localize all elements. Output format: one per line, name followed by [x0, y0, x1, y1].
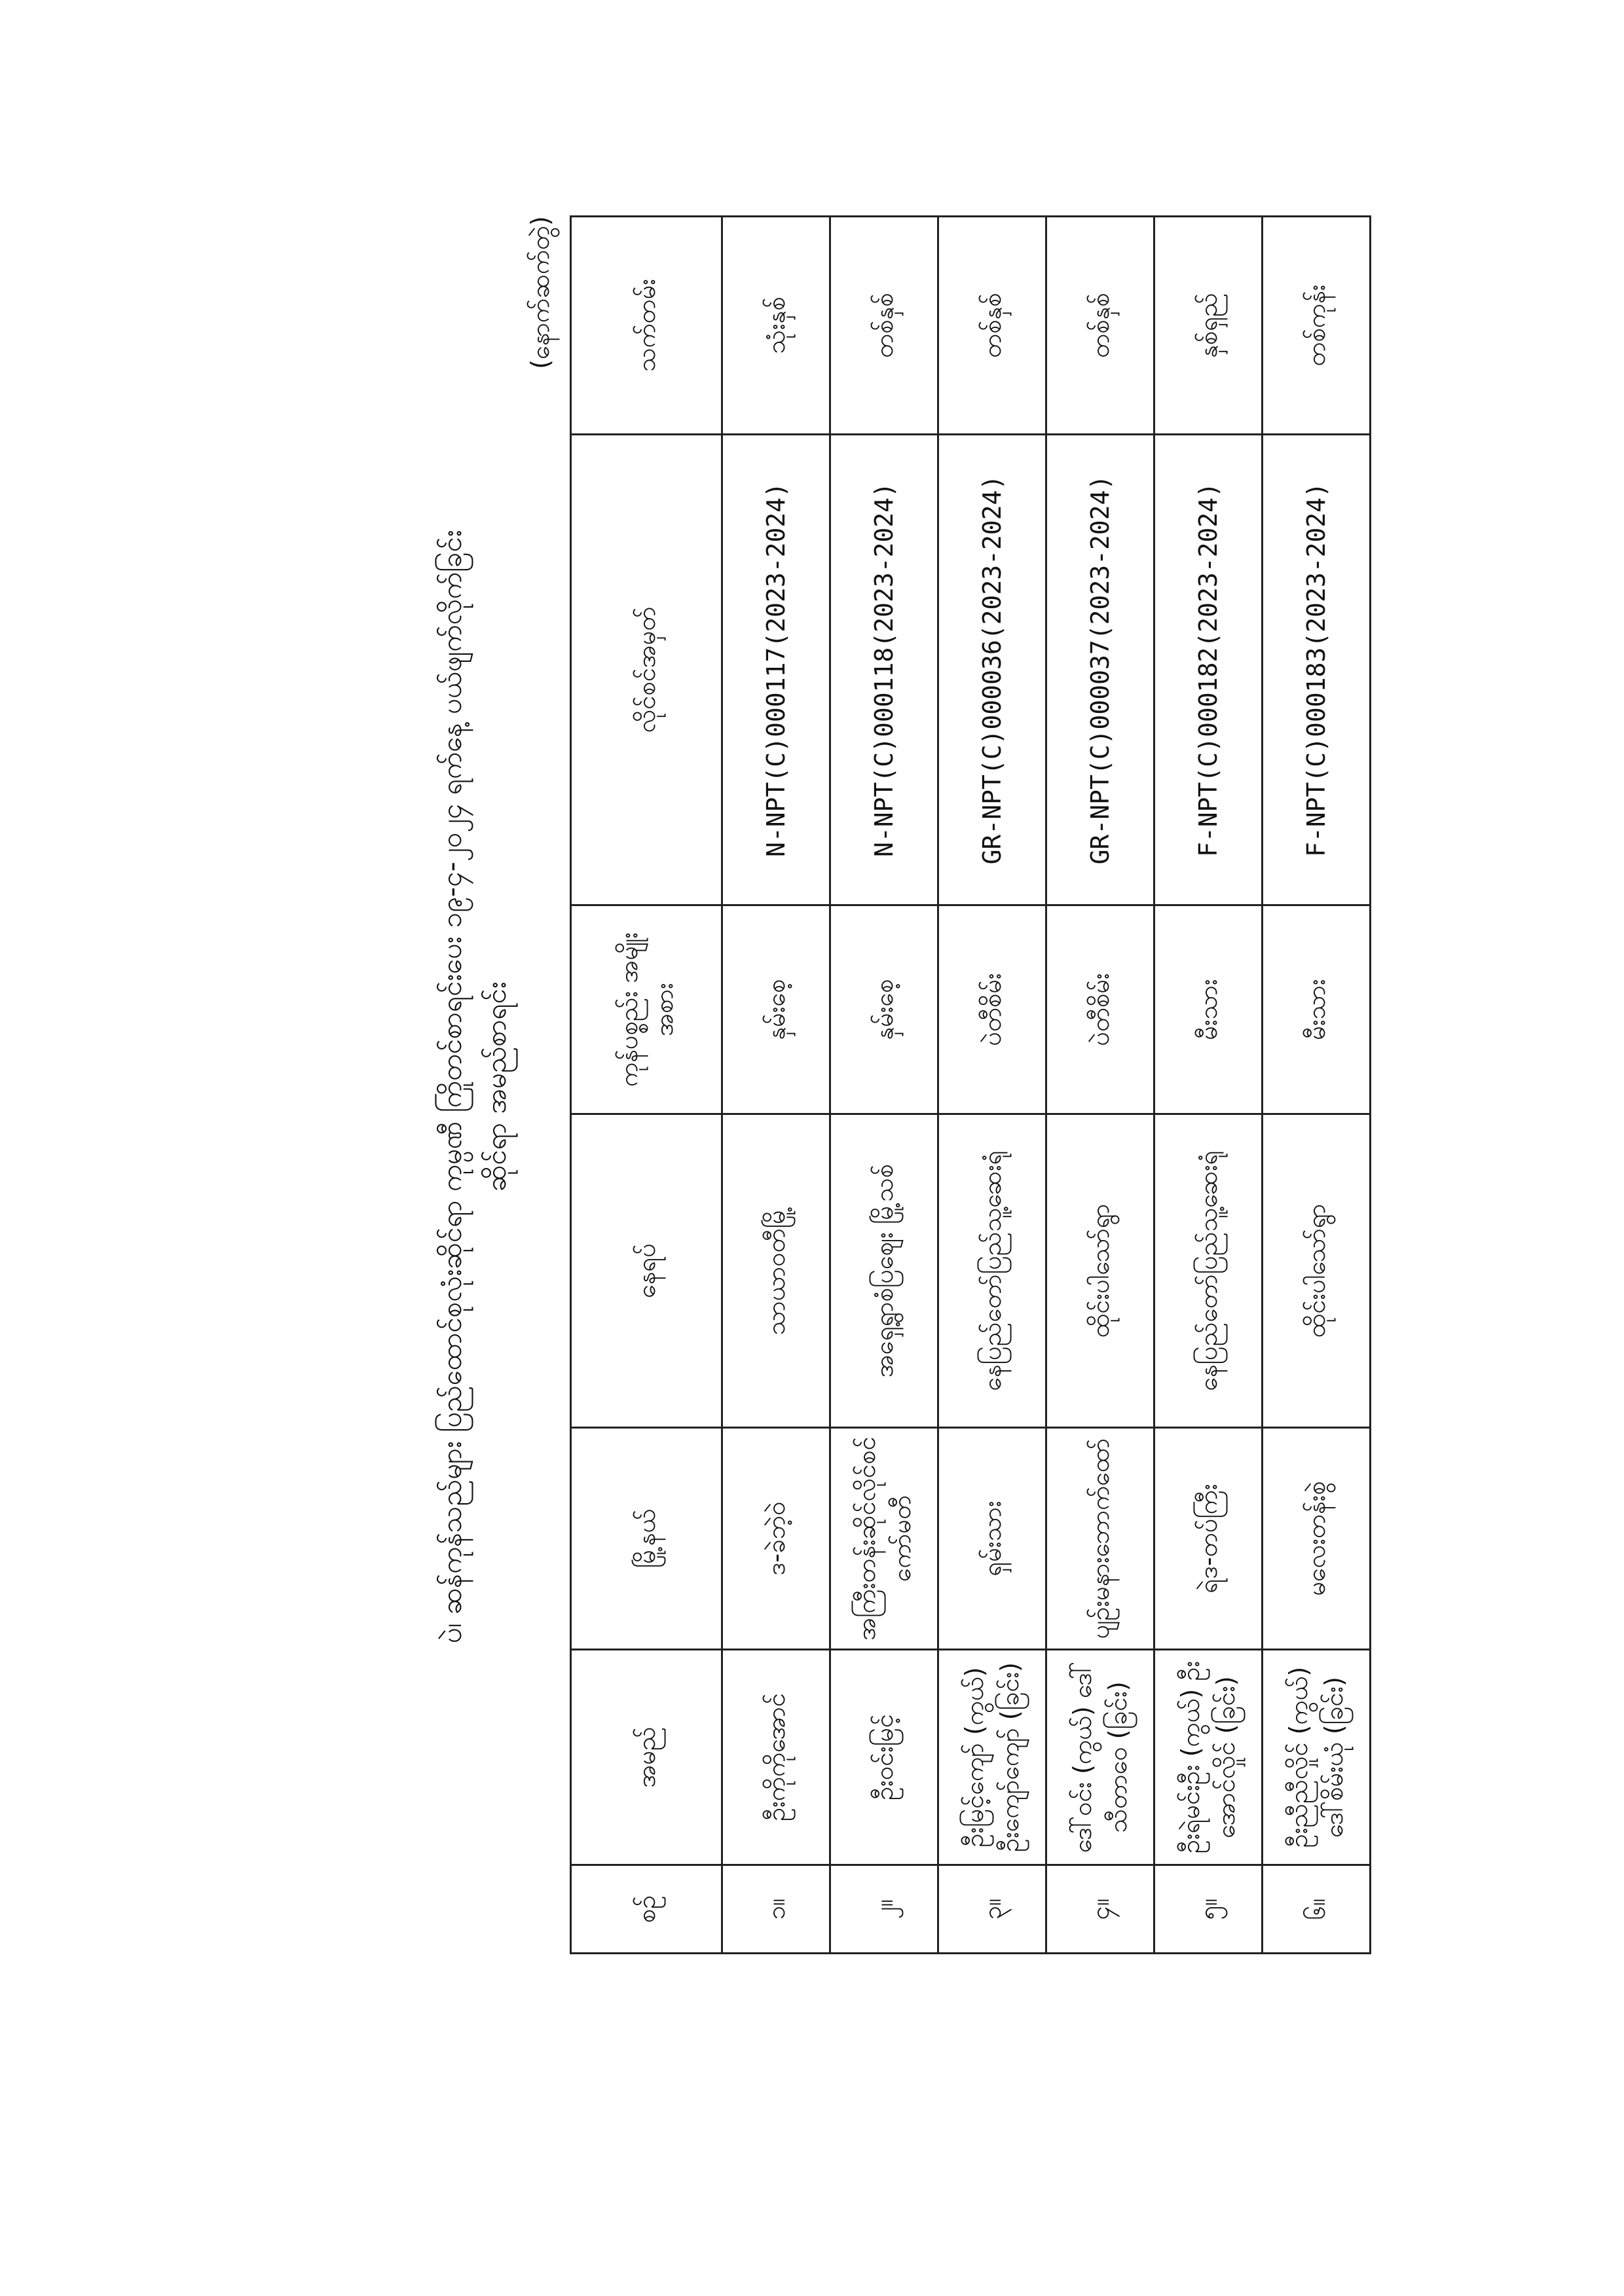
header-reg-no: လိုင်စင်အမှတ်	[571, 435, 722, 905]
cell-place: အကြီးတန်းဆိုင်လိုင်စင် ကော်မတီ	[830, 1428, 938, 1650]
cell-place: ဒ-ခဲဘဲ့ဝဲ	[722, 1428, 830, 1650]
table-row	[722, 217, 830, 1954]
cell-no: ၂။	[830, 1865, 938, 1954]
cell-place: ရှမ်းသား	[938, 1428, 1046, 1650]
cell-address: အရှေ့ရွာစံပြဈေး မြို့သစ်	[830, 1114, 938, 1428]
cell-type: နှမ်းစေ့	[722, 905, 830, 1114]
document-subtitle: ဆိုင်ရာ အမည်စာရင်း	[480, 981, 512, 1192]
cell-period: တစ်နှစ်	[938, 217, 1046, 435]
cell-place: ရဲဒ-တပ်ကြီး	[1154, 1428, 1263, 1650]
table-row	[938, 217, 1046, 1954]
cell-type: ပဲတီစိမ်း	[938, 905, 1046, 1114]
cell-reg-no: GR-NPT(C)000037(2023-2024)	[1046, 435, 1154, 905]
rotated-page-content	[426, 151, 1473, 2023]
cell-no: ၄။	[1046, 1865, 1154, 1954]
cell-name: ဦးဝင်းမြင့်	[830, 1650, 938, 1865]
annex-note: (နောက်ဆက်တွဲ)	[526, 216, 555, 369]
cell-period: တစ်နှစ်	[1046, 217, 1154, 435]
cell-name: ဒေါ်ဝင်း (ကွယ်) ဒေါ်သီတာဝေ (ခြင်း)	[1046, 1650, 1154, 1865]
cell-place: ပျဉ်းမနားဘောက်ထော်	[1046, 1428, 1154, 1650]
table-header-row	[571, 217, 722, 1954]
cell-period: တစ်ကုန်း	[1263, 217, 1371, 435]
cell-name: ဦးရဲမင်းဦး (ကွယ်) ဦးအောင်လှိုင် (ခြင်း)	[1154, 1650, 1263, 1865]
cell-no: ၆။	[1263, 1865, 1371, 1954]
table-row	[1154, 217, 1263, 1954]
cell-reg-no: N-NPT(C)000117(2023-2024)	[722, 435, 830, 905]
cell-address: ထိုင်းပါသော်ရွာ	[1263, 1114, 1371, 1428]
table-row	[830, 217, 938, 1954]
cell-name: ဦးကိုကိုအောင်	[722, 1650, 830, 1865]
cell-period: နှစ်ရှည်	[1154, 217, 1263, 435]
header-place: မြို့နယ်	[571, 1428, 722, 1650]
cell-address: ထိုင်းပါသော်ရွာ	[1046, 1114, 1154, 1428]
cell-period: တစ်နှစ်	[830, 217, 938, 435]
header-name: အမည်	[571, 1650, 722, 1865]
records-table	[570, 215, 1371, 1954]
cell-reg-no: GR-NPT(C)000036(2023-2024)	[938, 435, 1046, 905]
cell-no: ၅။	[1154, 1865, 1263, 1954]
cell-reg-no: F-NPT(C)000183(2023-2024)	[1263, 435, 1371, 905]
cell-type: ပဲတီစိမ်း	[1046, 905, 1154, 1114]
cell-place: မလေးတန်းစွဲ	[1263, 1428, 1371, 1650]
cell-name: ဦးညီညီလှိုင် (ကွယ်) ဒေါ်စိမ်းယုံ (ခြင်း)	[1263, 1650, 1371, 1865]
header-no: စဉ်	[571, 1865, 722, 1954]
table-row	[1263, 217, 1371, 1954]
cell-no: ၃။	[938, 1865, 1046, 1954]
cell-type: မီးသား	[1263, 905, 1371, 1114]
cell-period: သုံးနှစ်	[722, 217, 830, 435]
header-period: သက်တမ်း	[571, 217, 722, 435]
cell-type: မီးသား	[1154, 905, 1263, 1114]
table-row	[1046, 217, 1154, 1954]
cell-name: ဦးမြင့်ကျော် (ကွယ်) ဦးကျော်ကျော် (ခြင်း)	[938, 1650, 1046, 1865]
cell-reg-no: F-NPT(C)000182(2023-2024)	[1154, 435, 1263, 905]
cell-no: ၁။	[722, 1865, 830, 1954]
document-title: ပဲ၊ ဆန်ကုန်သည်များ ပြည်ထောင်စုလုံးဆိုင်ရာ ကုမ္ပဏီ ကြိုတင်စာရင်းပေး ၁၉-၄-၂၀၂၄ ရက်နေ့ ပယ်ဖျက်လိုက်ခြင်း	[435, 530, 468, 1644]
cell-address: သာယာဝတီမြို့	[722, 1114, 830, 1428]
cell-reg-no: N-NPT(C)000118(2023-2024)	[830, 435, 938, 905]
cell-address: နေပြည်တော်ပြည်သူ့ဆေးရုံ	[1154, 1114, 1263, 1428]
header-address: နေရပ်	[571, 1114, 722, 1428]
cell-address: နေပြည်တော်ပြည်သူ့ဆေးရုံ	[938, 1114, 1046, 1428]
header-type: ကုန်ပစ္စည်း အမျိုးအစား	[571, 905, 722, 1114]
cell-type: နှမ်းစေ့	[830, 905, 938, 1114]
